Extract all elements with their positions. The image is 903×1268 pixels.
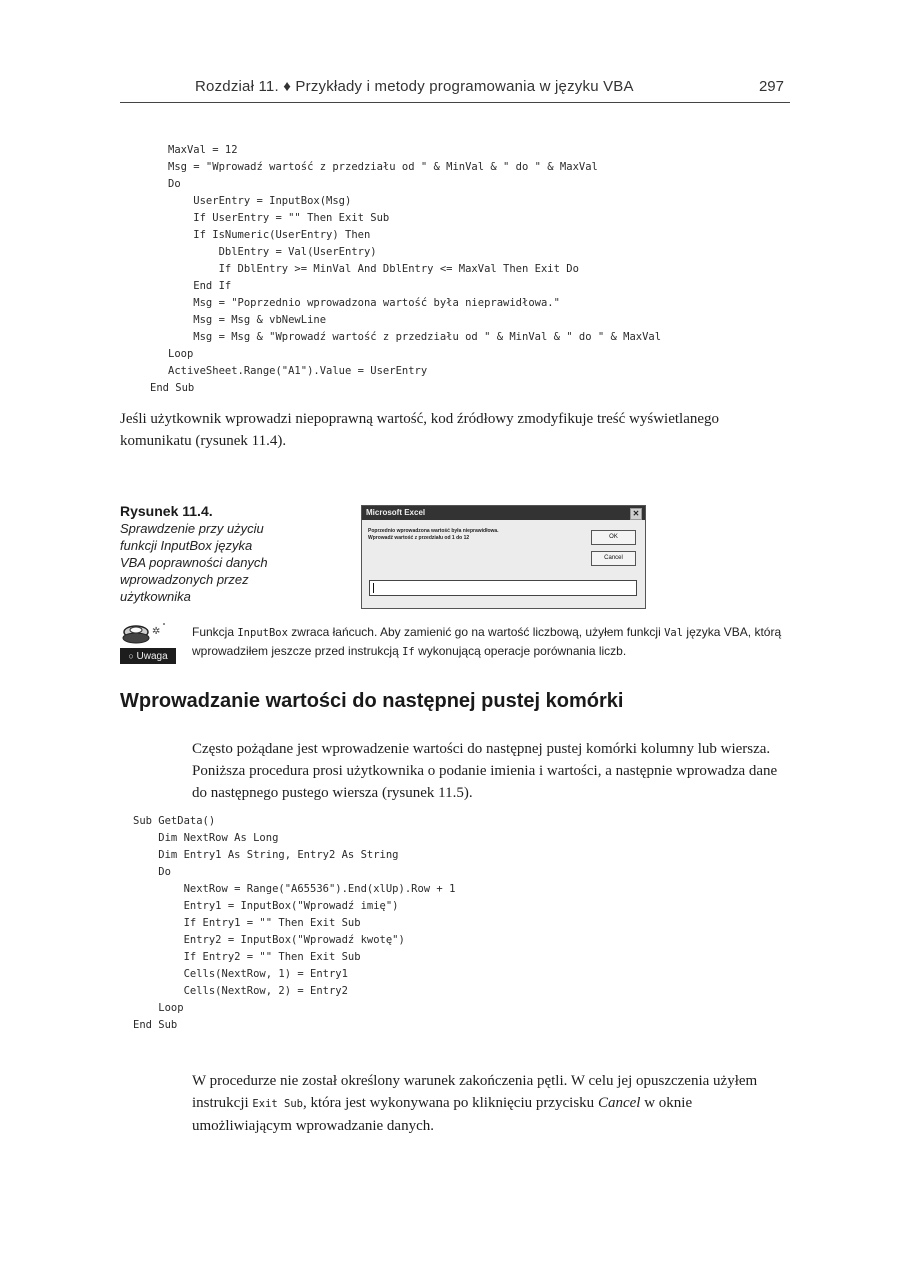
code-line: UserEntry = InputBox(Msg) [168,195,352,207]
running-title: Rozdział 11. ♦ Przykłady i metody programowania w języku VBA [195,78,634,95]
paragraph-text-part: W procedurze nie został określony warunek zakończenia pętli. W celu jej opuszczenia użyłem instrukcji [192,1073,758,1111]
code-line: Do [133,866,171,878]
figure-caption [120,503,270,605]
note-bullet-icon: ○ [128,651,134,661]
code-line: If Entry2 = "" Then Exit Sub [133,951,361,963]
emphasis: Cancel [597,1095,641,1111]
code-line: End Sub [133,1019,178,1031]
code-line: Cells(NextRow, 1) = Entry1 [133,968,348,980]
code-listing-2 [133,813,455,1034]
note-code: Val [664,627,684,639]
dialog-title: Microsoft Excel [366,508,426,517]
dialog-input[interactable] [369,580,637,596]
note-code: If [402,646,415,658]
body-paragraph: Często pożądane jest wprowadzenie wartości do następnej pustej komórki kolumny lub wiersza. Poniższa procedura prosi użytkownika o podanie imienia i wartości, a następnie wprowadza dane do następnego pustego wiersza (rysunek 11.5). [192,741,778,801]
note-text-part: języka VBA, którą wprowadziłem jeszcze przed instrukcją [192,625,782,658]
inline-code: Exit Sub [252,1098,303,1110]
paragraph-text-part: w oknie umożliwiającym wprowadzanie danych. [192,1095,693,1134]
code-line: Entry1 = InputBox("Wprowadź imię") [133,900,399,912]
code-line: Sub GetData() [133,815,216,827]
code-line: Loop [168,348,194,360]
note-text [192,623,790,661]
close-icon[interactable]: ✕ [630,508,642,520]
paragraph-text-part: , która jest wykonywana po kliknięciu przycisku [303,1095,598,1111]
code-line: Msg = "Poprzednio wprowadzona wartość była nieprawidłowa." [168,297,560,309]
body-paragraph [192,1070,790,1137]
code-line: Loop [133,1002,184,1014]
section-heading: Wprowadzanie wartości do następnej pustej komórki [120,690,624,712]
code-line: End If [168,280,232,292]
code-line: Dim NextRow As Long [133,832,279,844]
page-number: 297 [758,78,784,95]
figure-description: Sprawdzenie przy użyciu funkcji InputBox języka VBA poprawności danych wprowadzonych przez użytkownika [120,521,268,604]
dialog-message [368,528,578,541]
note-text-part: zwraca łańcuch. Aby zamienić go na wartość liczbową, użyłem funkcji [287,625,665,639]
code-line: End Sub [150,382,195,394]
code-line: Do [168,178,181,190]
dialog-message-line: Poprzednio wprowadzona wartość była nieprawidłowa. [368,528,499,534]
body-paragraph: Jeśli użytkownik wprowadzi niepoprawną wartość, kod źródłowy zmodyfikuje treść wyświetlanego komunikatu (rysunek 11.4). [120,411,720,449]
cancel-button[interactable]: Cancel [591,551,636,566]
code-line: Entry2 = InputBox("Wprowadź kwotę") [133,934,405,946]
code-line: If UserEntry = "" Then Exit Sub [168,212,390,224]
note-text-part: Funkcja [192,625,238,639]
code-line: Msg = Msg & vbNewLine [168,314,327,326]
svg-text:˚: ˚ [162,623,166,632]
ok-button[interactable]: OK [591,530,636,545]
note-badge [120,648,176,664]
figure-label: Rysunek 11.4. [120,503,213,519]
code-line: Msg = Msg & "Wprowadź wartość z przedziału od " & MinVal & " do " & MaxVal [168,331,662,343]
code-line: If Entry1 = "" Then Exit Sub [133,917,361,929]
svg-text:✲: ✲ [152,626,161,637]
text-caret [373,583,374,593]
note-icon [120,622,176,664]
dialog-titlebar [362,506,645,520]
page-header [120,78,790,103]
code-line: Msg = "Wprowadź wartość z przedziału od " & MinVal & " do " & MaxVal [168,161,598,173]
note-graphic-icon [120,622,176,650]
code-line: DblEntry = Val(UserEntry) [168,246,377,258]
dialog-message-line: Wprowadź wartość z przedziału od 1 do 12 [368,534,470,541]
code-line: If IsNumeric(UserEntry) Then [168,229,371,241]
note-code: InputBox [237,627,288,639]
note-badge-label: Uwaga [136,651,168,662]
inputbox-dialog [361,505,646,609]
code-line: If DblEntry >= MinVal And DblEntry <= MaxVal Then Exit Do [168,263,579,275]
code-line: NextRow = Range("A65536").End(xlUp).Row + 1 [133,883,456,895]
code-listing-1 [150,142,661,397]
code-line: Cells(NextRow, 2) = Entry2 [133,985,348,997]
code-line: ActiveSheet.Range("A1").Value = UserEntry [168,365,428,377]
note-text-part: wykonującą operacje porównania liczb. [414,644,627,658]
code-line: MaxVal = 12 [168,144,238,156]
code-line: Dim Entry1 As String, Entry2 As String [133,849,399,861]
